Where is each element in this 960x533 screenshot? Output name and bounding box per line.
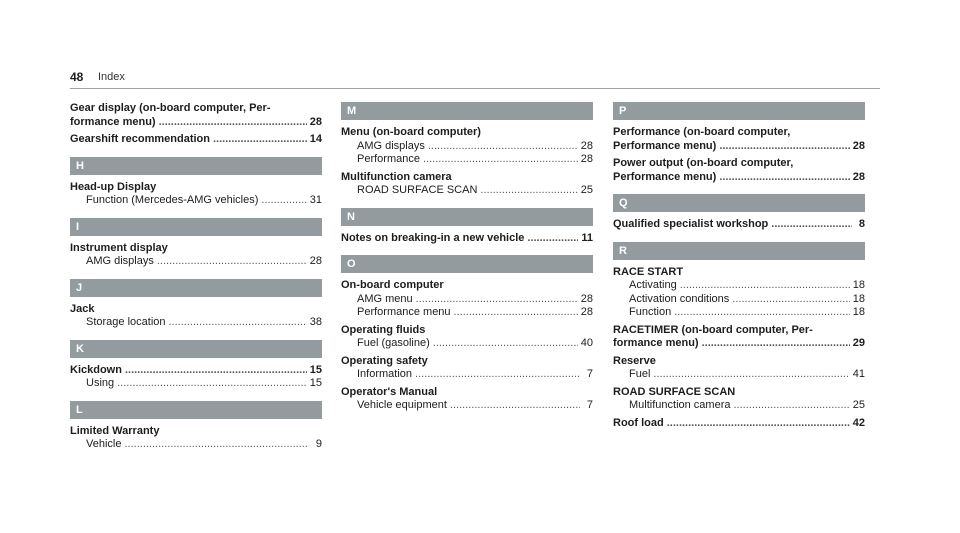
index-entry[interactable] [70, 364, 322, 391]
page-ref[interactable]: 28 [852, 170, 865, 183]
index-entry[interactable] [613, 126, 865, 153]
index-group [341, 102, 593, 198]
index-group [341, 255, 593, 413]
leader-dots [157, 255, 307, 269]
entry-title-line [70, 364, 322, 378]
leader-dots [125, 364, 307, 378]
entry-label: Kickdown [70, 363, 122, 376]
page-ref[interactable]: 40 [580, 337, 593, 349]
entry-title: Instrument display [70, 241, 168, 254]
leader-dots [667, 417, 850, 431]
page-ref[interactable]: 15 [309, 377, 322, 389]
letter-header: N [341, 208, 593, 226]
sub-entry [341, 140, 593, 154]
sub-entry [70, 316, 322, 330]
page-ref[interactable]: 38 [309, 316, 322, 328]
page-ref[interactable]: 18 [852, 279, 865, 291]
leader-dots [261, 194, 306, 208]
page-number: 48 [70, 70, 84, 84]
index-entry[interactable] [70, 133, 322, 147]
index-column-2 [341, 102, 593, 423]
entry-label: AMG menu [357, 292, 413, 305]
index-entry[interactable] [341, 126, 593, 167]
page-ref[interactable]: 7 [586, 399, 593, 411]
leader-dots [415, 368, 580, 382]
leader-dots [702, 337, 850, 351]
page-ref[interactable]: 8 [858, 218, 865, 230]
entry-title-line [70, 116, 322, 130]
page-ref[interactable]: 42 [852, 416, 865, 429]
index-entry[interactable] [341, 279, 593, 320]
entry-title: Power output (on-board computer, [613, 157, 794, 169]
leader-dots [450, 399, 580, 413]
entry-label: Performance [357, 153, 420, 165]
entry-label: Storage location [86, 316, 166, 328]
entry-title: Menu (on-board computer) [341, 126, 481, 138]
entry-label: Vehicle [86, 438, 122, 450]
leader-dots [719, 171, 849, 185]
leader-dots [719, 140, 849, 154]
entry-label: Activating [629, 279, 677, 291]
letter-header: P [613, 102, 865, 120]
page-ref[interactable]: 28 [309, 255, 322, 267]
index-group [341, 208, 593, 246]
index-entry[interactable] [70, 303, 322, 330]
index-entry[interactable] [613, 218, 865, 232]
leader-dots [416, 293, 578, 307]
entry-label: Fuel (gasoline) [357, 337, 430, 349]
index-entry[interactable] [341, 386, 593, 413]
page-header [70, 70, 880, 89]
index-entry[interactable] [70, 242, 322, 269]
index-group [70, 218, 322, 269]
leader-dots [433, 337, 578, 351]
sub-entry [341, 399, 593, 413]
index-group [613, 102, 865, 184]
leader-dots [213, 133, 307, 147]
letter-header: L [70, 401, 322, 419]
entry-title: Head-up Display [70, 180, 157, 193]
entry-label: Information [357, 368, 413, 380]
leader-dots [117, 377, 307, 391]
letter-header: O [341, 255, 593, 273]
sub-entry [341, 368, 593, 382]
leader-dots [734, 399, 850, 413]
sub-entry [341, 184, 593, 198]
page-ref[interactable]: 31 [309, 194, 322, 206]
entry-label: Performance menu) [613, 139, 717, 152]
index-entry[interactable] [613, 266, 865, 320]
leader-dots [169, 316, 307, 330]
index-entry[interactable] [70, 181, 322, 208]
sub-entry [341, 293, 593, 307]
entry-title: RACE START [613, 265, 684, 278]
entry-label: Notes on breaking-in a new vehicle [341, 231, 525, 244]
entry-title: Operating fluids [341, 323, 426, 336]
leader-dots [527, 232, 578, 246]
index-entry[interactable] [70, 102, 322, 129]
index-entry[interactable] [70, 425, 322, 452]
entry-label: Roof load [613, 416, 664, 429]
sub-entry [70, 438, 322, 452]
index-column-3 [613, 102, 865, 440]
entry-title-line [613, 337, 865, 351]
entry-label: Gearshift recommendation [70, 133, 210, 145]
sub-entry [70, 377, 322, 391]
index-entry[interactable] [613, 324, 865, 351]
sub-entry [341, 337, 593, 351]
entry-title-line [613, 218, 865, 232]
leader-dots [732, 293, 849, 307]
index-entry[interactable] [341, 232, 593, 246]
page-ref[interactable]: 18 [852, 292, 865, 305]
sub-entry [70, 255, 322, 269]
entry-title: RACETIMER (on-board computer, Per- [613, 323, 813, 336]
entry-title-line [613, 171, 865, 185]
sub-entry [613, 306, 865, 320]
section-title: Index [98, 71, 125, 83]
entry-title-line [341, 232, 593, 246]
entry-title-line [613, 417, 865, 431]
index-group [613, 242, 865, 431]
entry-label: Performance menu) [613, 170, 717, 183]
leader-dots [653, 368, 849, 382]
index-entry[interactable] [341, 355, 593, 382]
index-entry[interactable] [613, 157, 865, 184]
page-ref[interactable]: 11 [581, 231, 593, 244]
letter-header: Q [613, 194, 865, 212]
entry-label: Performance menu [357, 306, 451, 318]
index-group [70, 279, 322, 330]
leader-dots [771, 218, 852, 232]
entry-title: Multifunction camera [341, 170, 452, 183]
sub-entry [341, 153, 593, 167]
entry-title-line [70, 133, 322, 147]
sub-entry [613, 368, 865, 382]
leader-dots [124, 438, 309, 452]
page-ref[interactable]: 15 [309, 363, 322, 376]
entry-title: Operator's Manual [341, 385, 438, 398]
entry-title: Performance (on-board computer, [613, 126, 791, 138]
entry-label: Qualified specialist workshop [613, 218, 769, 230]
entry-title: Reserve [613, 354, 656, 367]
entry-title: Limited Warranty [70, 424, 160, 437]
entry-label: Vehicle equipment [357, 399, 447, 411]
sub-entry [613, 279, 865, 293]
page-ref[interactable]: 28 [852, 139, 865, 152]
entry-label: Activation conditions [629, 292, 730, 305]
index-group [70, 340, 322, 391]
page-ref[interactable]: 18 [852, 306, 865, 318]
leader-dots [480, 184, 577, 198]
index-group [70, 157, 322, 208]
index-group [70, 401, 322, 452]
index-entry[interactable] [613, 355, 865, 382]
index-entry[interactable] [341, 324, 593, 351]
entry-title: On-board computer [341, 279, 444, 291]
entry-label: Function [629, 306, 672, 318]
letter-header: K [70, 340, 322, 358]
page-ref[interactable]: 14 [309, 133, 322, 145]
page-ref[interactable]: 7 [586, 368, 593, 380]
entry-label: Function (Mercedes-AMG vehicles) [86, 194, 259, 206]
entry-label: AMG displays [86, 255, 154, 267]
entry-title: Gear display (on-board computer, Per- [70, 102, 271, 114]
page-ref[interactable]: 28 [309, 115, 322, 128]
entry-label: formance menu) [613, 337, 699, 349]
page-ref[interactable]: 9 [315, 438, 322, 450]
letter-header: M [341, 102, 593, 120]
index-entry[interactable] [613, 417, 865, 431]
page-ref[interactable]: 28 [580, 306, 593, 318]
entry-label: Fuel [629, 368, 651, 380]
letter-header: H [70, 157, 322, 175]
sub-entry [613, 293, 865, 307]
entry-label: Using [86, 377, 115, 389]
page-ref[interactable]: 29 [852, 337, 865, 349]
leader-dots [428, 140, 578, 154]
entry-title-line [613, 140, 865, 154]
index-group [70, 102, 322, 147]
leader-dots [454, 306, 578, 320]
entry-label: ROAD SURFACE SCAN [357, 184, 478, 196]
leader-dots [680, 279, 850, 293]
index-group [613, 194, 865, 232]
entry-label: formance menu) [70, 115, 156, 128]
index-entry[interactable] [613, 386, 865, 413]
sub-entry [341, 306, 593, 320]
page-ref[interactable]: 28 [580, 292, 593, 305]
entry-title: Operating safety [341, 354, 428, 367]
leader-dots [674, 306, 850, 320]
page-ref[interactable]: 28 [580, 139, 593, 152]
leader-dots [159, 116, 307, 130]
entry-label: AMG displays [357, 139, 425, 152]
index-entry[interactable] [341, 171, 593, 198]
leader-dots [423, 153, 578, 167]
sub-entry [70, 194, 322, 208]
index-column-1 [70, 102, 322, 462]
entry-title: ROAD SURFACE SCAN [613, 385, 736, 398]
page-ref[interactable]: 25 [852, 399, 865, 411]
sub-entry [613, 399, 865, 413]
letter-header: R [613, 242, 865, 260]
entry-title: Jack [70, 302, 95, 315]
letter-header: J [70, 279, 322, 297]
page-ref[interactable]: 28 [580, 153, 593, 165]
entry-label: Multifunction camera [629, 399, 731, 411]
page-ref[interactable]: 41 [852, 368, 865, 380]
page-ref[interactable]: 25 [580, 184, 593, 196]
letter-header: I [70, 218, 322, 236]
